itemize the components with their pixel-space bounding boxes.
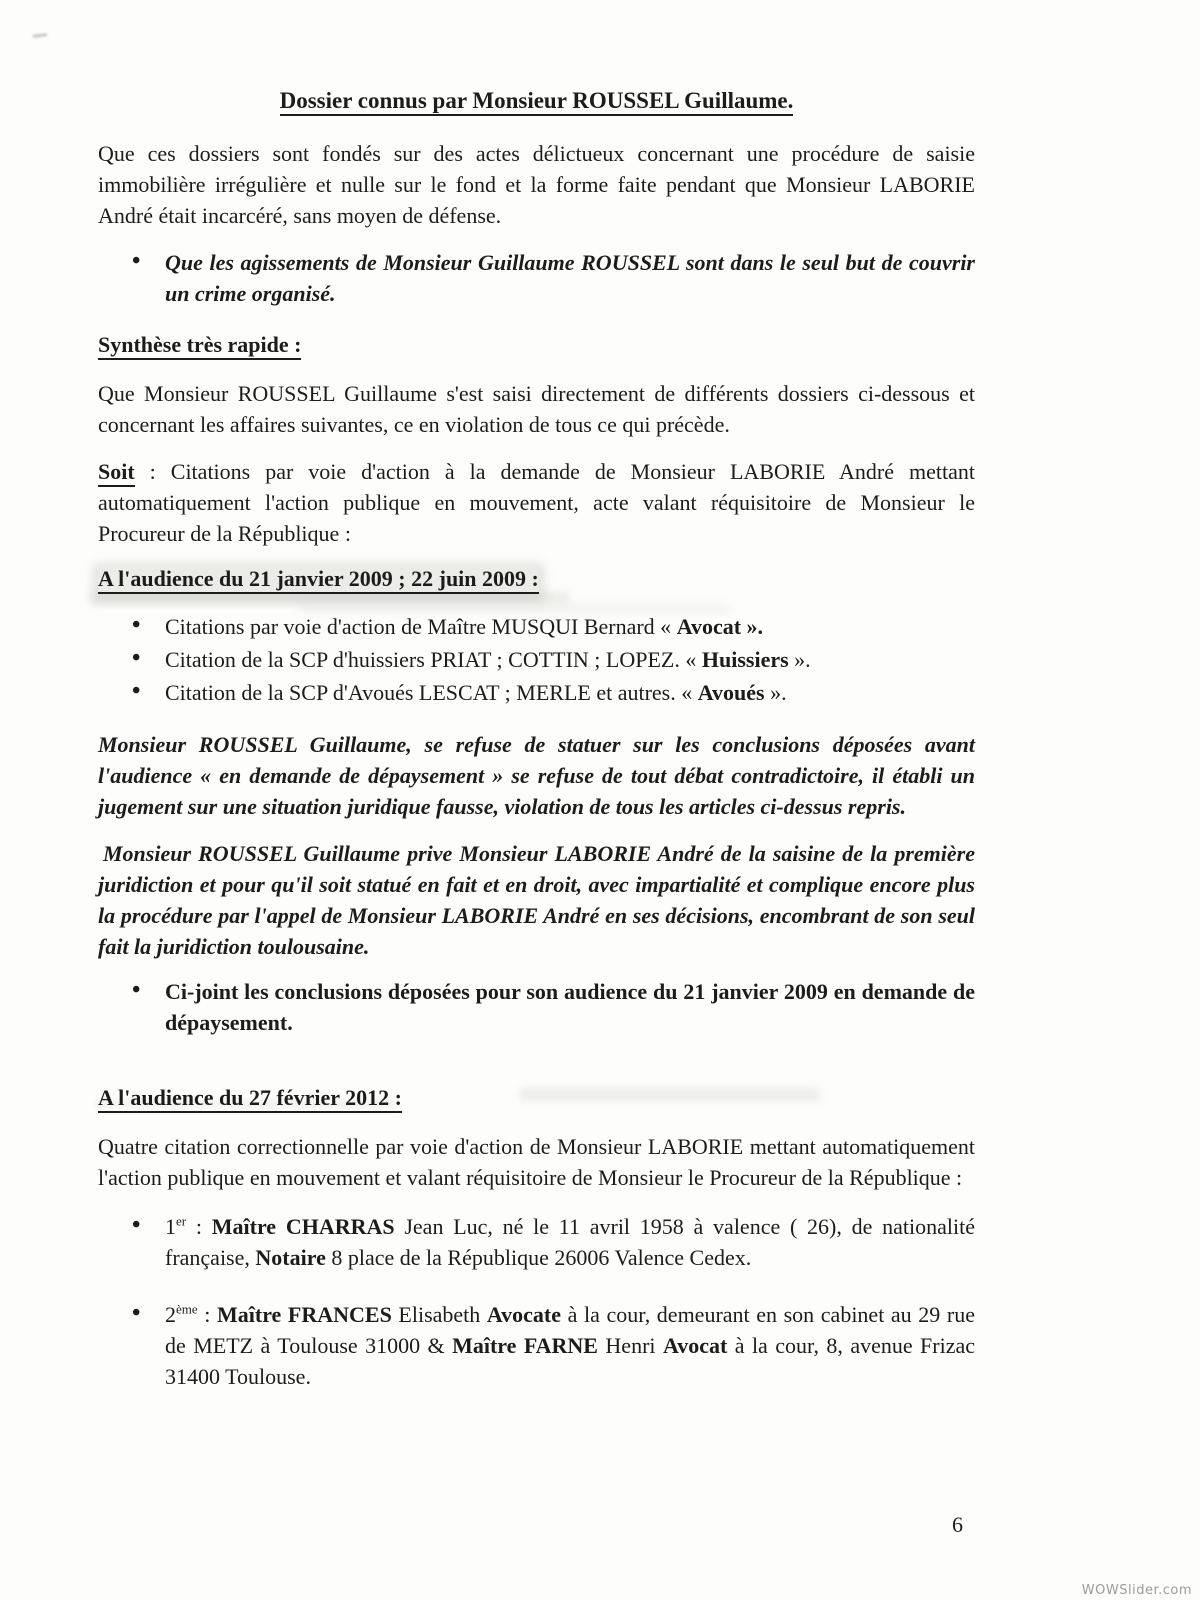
defendant-detail-end: à la cour, 8, avenue Frizac 31400 Toulouse.	[165, 1333, 976, 1389]
scan-mark	[33, 33, 47, 37]
heading-audience-2009	[98, 563, 975, 594]
list-item	[165, 1299, 975, 1392]
defendant-list	[98, 1211, 975, 1392]
page-number: 6	[952, 1512, 963, 1537]
heading-synthese	[98, 329, 975, 360]
defendant-ordinal: 1	[165, 1214, 176, 1239]
defendant-detail: Henri	[597, 1333, 663, 1358]
list-item	[165, 247, 975, 309]
defendant-role: Notaire	[255, 1245, 326, 1270]
document-content	[98, 0, 975, 1392]
defendant-ordinal: 2	[165, 1302, 176, 1327]
document-title	[98, 88, 975, 114]
paragraph-synthese: Que Monsieur ROUSSEL Guillaume s'est saisi directement de différents dossiers ci-dessous et concernant les affaires suivantes, ce en violation de tous ce qui précède.	[98, 381, 975, 437]
citation-text: Citations par voie d'action de Maître MUSQUI Bernard «	[165, 614, 677, 639]
defendant-role: Avocate	[486, 1302, 562, 1327]
list-item	[165, 643, 975, 676]
defendant-name-2: Maître FARNE	[452, 1333, 598, 1358]
list-item	[165, 676, 975, 709]
defendant-detail: Jean Luc, né le 11 avril 1958 à valence ( 26), de nationalité française,	[165, 1214, 975, 1270]
citation-text: Citation de la SCP d'huissiers PRIAT ; COTTIN ; LOPEZ. «	[165, 647, 702, 672]
defendant-detail: Elisabeth	[391, 1302, 487, 1327]
citation-text-end: ».	[788, 647, 811, 672]
defendant-name: Maître FRANCES	[216, 1302, 392, 1327]
citation-role: Avocat ».	[676, 614, 764, 639]
heading-audience-2012-text: A l'audience du 27 février 2012 :	[98, 1085, 402, 1113]
crime-bullet-text: Que les agissements de Monsieur Guillaume ROUSSEL sont dans le seul but de couvrir un crime organisé.	[165, 250, 975, 306]
heading-synthese-text: Synthèse très rapide :	[98, 332, 301, 360]
list-item	[165, 976, 975, 1038]
defendant-separator: :	[186, 1214, 212, 1239]
defendant-role-2: Avocat	[662, 1333, 728, 1358]
defendant-ordinal-suffix: ème	[176, 1301, 198, 1317]
paragraph-commentary-2: Monsieur ROUSSEL Guillaume prive Monsieur LABORIE André de la saisine de la première juridiction et pour qu'il soit statué en fait et en droit, avec impartialité et complique encore plus la procédure par l'appel de Monsieur LABORIE André en ses décisions, encombrant de son seul fait la juridiction toulousaine.	[98, 841, 975, 959]
paragraph-quatre: Quatre citation correctionnelle par voie d'action de Monsieur LABORIE mettant automatiquement l'action publique en mouvement et valant réquisitoire de Monsieur le Procureur de la République :	[98, 1134, 975, 1190]
soit-text: : Citations par voie d'action à la demande de Monsieur LABORIE André mettant automatiquement l'action publique en mouvement, acte valant réquisitoire de Monsieur le Procureur de la République :	[98, 459, 975, 546]
citation-role: Huissiers	[701, 647, 789, 672]
paragraph-soit	[98, 456, 975, 549]
citation-text: Citation de la SCP d'Avoués LESCAT ; MERLE et autres. «	[165, 680, 698, 705]
heading-audience-2012	[98, 1082, 975, 1113]
document-title-text: Dossier connus par Monsieur ROUSSEL Guillaume.	[280, 88, 794, 116]
defendant-separator: :	[197, 1302, 217, 1327]
crime-bullet-list	[98, 247, 975, 309]
defendant-detail-end: 8 place de la République 26006 Valence Cedex.	[325, 1245, 752, 1270]
list-item	[165, 610, 975, 643]
defendant-detail: à la cour, demeurant en son cabinet au 29 rue de METZ à Toulouse 31000 &	[165, 1302, 975, 1358]
paragraph-intro: Que ces dossiers sont fondés sur des actes délictueux concernant une procédure de saisie immobilière irrégulière et nulle sur le fond et la forme faite pendant que Monsieur LABORIE André était incarcéré, sans moyen de défense.	[98, 141, 975, 228]
citation-role: Avoués	[697, 680, 765, 705]
defendant-name: Maître CHARRAS	[211, 1214, 395, 1239]
cijoint-bullet-text: Ci-joint les conclusions déposées pour son audience du 21 janvier 2009 en demande de dépaysement.	[165, 979, 975, 1035]
citation-list	[98, 610, 975, 709]
watermark: WOWSlider.com	[1081, 1583, 1192, 1598]
list-item	[165, 1211, 975, 1273]
soit-label: Soit	[98, 459, 135, 487]
defendant-ordinal-suffix: er	[176, 1213, 187, 1229]
cijoint-bullet-list	[98, 976, 975, 1038]
heading-audience-2009-text: A l'audience du 21 janvier 2009 ; 22 juin 2009 :	[98, 566, 539, 594]
citation-text-end: ».	[764, 680, 787, 705]
paragraph-commentary-1: Monsieur ROUSSEL Guillaume, se refuse de statuer sur les conclusions déposées avant l'audience « en demande de dépaysement » se refuse de tout débat contradictoire, il établi un jugement sur une situation juridique fausse, violation de tous les articles ci-dessus repris.	[98, 732, 975, 819]
